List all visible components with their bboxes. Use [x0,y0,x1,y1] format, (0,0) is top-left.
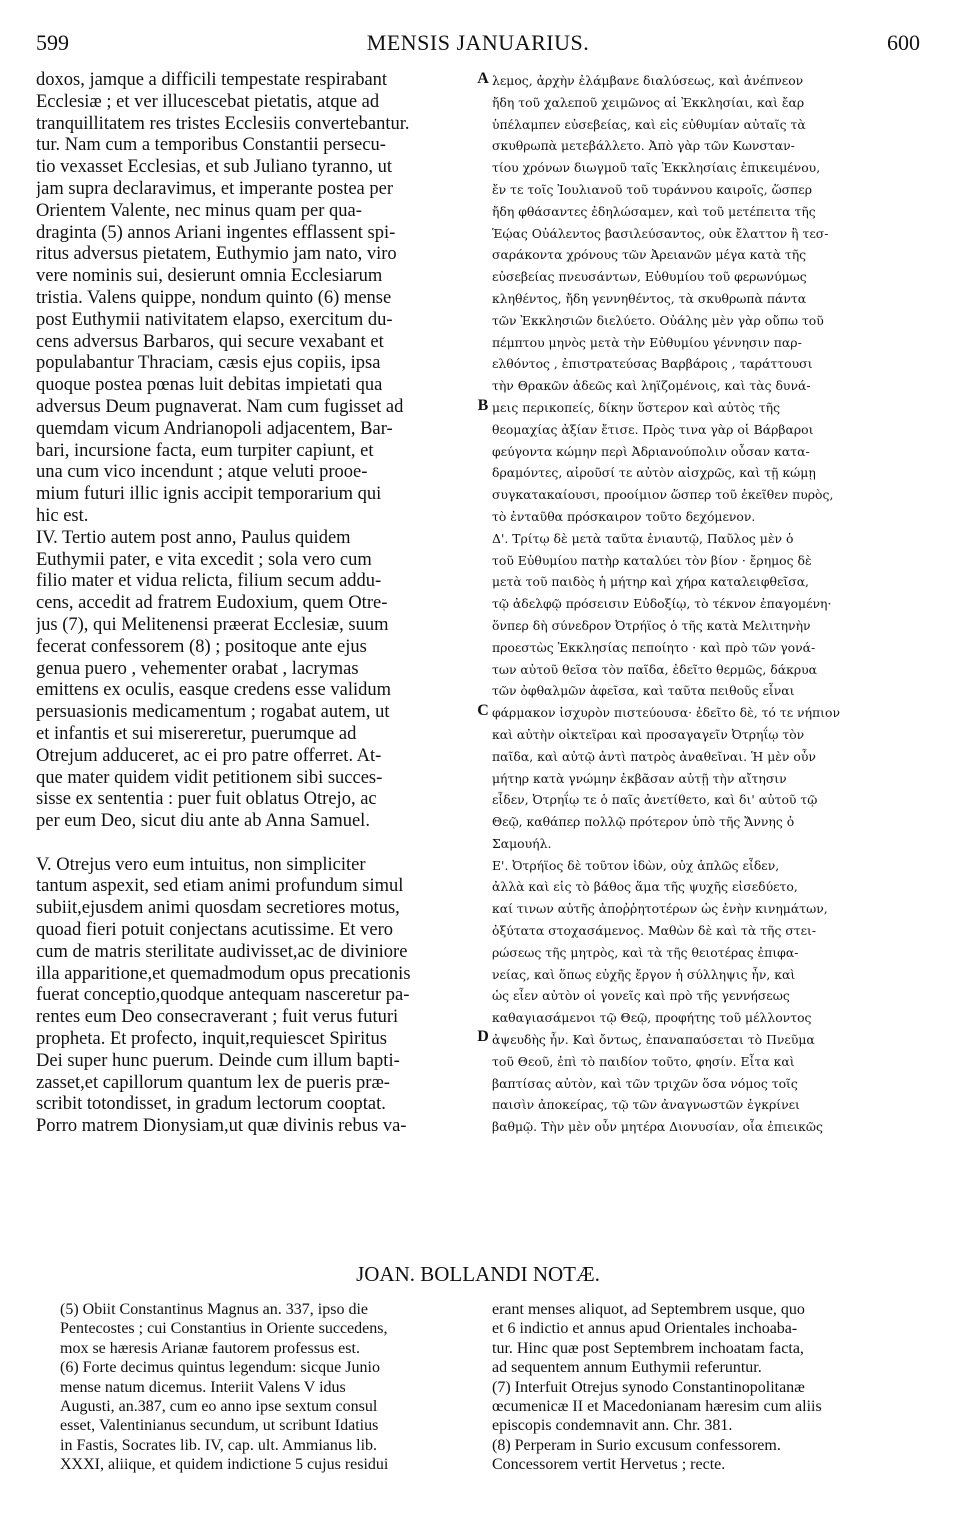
note-line: erant menses aliquot, ad Septembrem usque, quo [492,1301,805,1318]
greek-text-line: θεομαχίας ἀξίαν ἔτισε. Πρὸς τινα γὰρ οἱ Βάρβαροι [492,421,814,437]
note-line: (7) Interfuit Otrejus synodo Constantinopolitanæ [492,1378,805,1396]
greek-text-line: νείας, καὶ ὅπως εὐχῆς ἔργον ἡ σύλληψις ἦν, καὶ [492,966,796,982]
latin-text-line: IV. Tertio autem post anno, Paulus quidem [36,527,351,548]
greek-text-line: κληθέντος, ἤδη γεννηθέντος, τὰ σκυθρωπὰ πάντα [492,290,807,306]
latin-text-line: fuerat conceptio,quodque antequam nasceretur pa- [36,985,410,1006]
greek-text-line: ρώσεως τῆς μητρὸς, καὶ τὰ τῆς θειοτέρας ἐπιφα- [492,944,799,960]
latin-text-line: vere nominis sui, desierunt omnia Ecclesiarum [36,266,383,287]
greek-text-line: ὀξύτατα στοχασάμενος. Μαθὼν δὲ καὶ τὰ τῆς στει- [492,923,817,939]
greek-text-line: ἀψευδὴς ἦν. Καὶ ὄντως, ἐπαναπαύσεται τὸ Πνεῦμα [492,1032,815,1048]
greek-text-line: βαθμῷ. Τὴν μὲν οὖν μητέρα Διονυσίαν, οἷα ἐπιεικῶς [492,1119,823,1135]
note-line: et 6 indictio et annus apud Orientales inchoaba- [492,1320,798,1338]
latin-text-line: populabantur Thraciam, cæsis ejus copiis, ipsa [36,353,381,374]
note-line: tur. Hinc quæ post Septembrem inchoatam facta, [492,1339,804,1357]
note-line: in Fastis, Socrates lib. IV, cap. ult. Ammianus lib. [60,1436,378,1454]
latin-text-line: sisse ex sententia : puer fuit oblatus Otrejo, ac [36,789,377,810]
latin-text-line: tristia. Valens quippe, nondum quinto (6) mense [36,287,392,308]
greek-text-line: τὴν Θρακῶν ἀδεῶς καὶ ληϊζομένοις, καὶ τὰς δυνά- [492,378,811,394]
margin-marker-c: C [477,702,489,719]
latin-text-line: tur. Nam cum a temporibus Constantii persecu- [36,135,386,156]
latin-text-line: cens adversus Barbaros, qui secure vexabant et [36,331,384,352]
latin-text-line: et infantis et sui misereretur, puerumque ad [36,723,357,744]
greek-text-line: προεστὼς Ἐκκλησίας πεποίητο · καὶ πρὸ τῶν γονά- [492,639,816,655]
latin-text-line: subiit,ejusdem animi quosdam secretiores motus, [36,898,400,919]
latin-text-line: quemdam vicum Andrianopoli adjacentem, Bar- [36,418,393,439]
note-line: (6) Forte decimus quintus legendum: sicque Junio [60,1359,380,1377]
greek-text-line: τῶν ὀφθαλμῶν ἀφεῖσα, καὶ ταῦτα πειθοῦς εἶναι [492,683,795,699]
greek-text-line: Δ'. Τρίτῳ δὲ μετὰ ταῦτα ἐνιαυτῷ, Παῦλος μὲν ὁ [492,530,794,546]
greek-text-line: τῷ ἀδελφῷ πρόσεισιν Εὐδοξίῳ, τὸ τέκνον ἐπαγομένη· [492,596,832,612]
greek-text-line: παισὶν ἀποκείρας, τῷ τῶν ἀναγνωστῶν ἐγκρίνει [492,1097,800,1113]
note-line: œcumenicæ II et Macedonianam hæresim cum aliis [492,1397,822,1415]
latin-text-line: rentes eum Deo consecraverant ; fuit verus futuri [36,1007,399,1028]
latin-text-line: post Euthymii nativitatem elapso, exercitum du- [36,309,393,330]
latin-text-line: V. Otrejus vero eum intuitus, non simpliciter [36,854,366,875]
greek-text-line: καθαγιασάμενοι τῷ Θεῷ, προφήτης τοῦ μέλλοντος [492,1010,812,1026]
latin-text-line: tranquillitatem res tristes Ecclesiis convertebantur. [36,113,410,134]
greek-text-line: τίου χρόνων διωγμοῦ ταῖς Ἐκκλησίαις ἐπικειμένου, [492,160,821,176]
latin-text-line [36,833,474,855]
greek-text-line: βαπτίσας αὐτὸν, καὶ τῶν τριχῶν ὅσα νόμος τοῖς [492,1075,798,1091]
notes-title: JOAN. BOLLANDI NOTÆ. [356,1262,600,1286]
greek-text-line: μήτηρ κατὰ γνώμην ἐκβᾶσαν αὐτῇ τὴν αἴτησιν [492,770,787,786]
note-line: esset, Valentinianus secundum, ut scribunt Idatius [60,1417,379,1435]
latin-text-line: quoque postea pœnas luit debitas impietati qua [36,375,383,396]
greek-text-line: μεις περικοπείς, δίκην ὕστερον καὶ αὐτὸς τῆς [492,399,781,415]
greek-text-line: εἶδεν, Ὀτρηΐῳ τε ὁ παῖς ἀνετίθετο, καὶ δι' αὐτοῦ τῷ [492,792,818,808]
greek-text-line: εὐσεβείας πνευσάντων, Εὐθυμίου τοῦ φερωνύμως [492,269,807,285]
notes-left-column [60,1300,474,1475]
greek-text-line: πέμπτου μηνὸς μετὰ τὴν Εὐθυμίου γέννησιν παρ- [492,334,802,350]
latin-text-line: scribit totondisset, in gradum lectorum cooptat. [36,1094,386,1115]
greek-text-line: Ἑῴας Οὐάλεντος βασιλεύσαντος, οὐκ ἔλαττον ἢ τεσ- [492,225,829,241]
greek-text-line: τὸ ἐνταῦθα πρόσκαιρον τοῦτο δεχόμενον. [492,508,756,524]
latin-text-line: cum de matris sterilitate audivisset,ac de diviniore [36,941,408,962]
latin-text-line: hic est. [36,505,89,526]
margin-marker-a: A [477,70,489,87]
latin-text-line: mium futuri illic ignis accipit temporarium qui [36,484,382,505]
note-line: Pentecostes ; cui Constantius in Oriente succedens, [60,1320,388,1338]
latin-text-line: filio mater et vidua relicta, filium secum addu- [36,571,382,592]
greek-text-line: ὑπέλαμπεν εὐσεβείας, καὶ εἰς εὐθυμίαν αὐταῖς τὰ [492,116,806,132]
note-line: episcopis condemnavit ann. Chr. 381. [492,1417,733,1435]
note-line: (8) Perperam in Surio excusum confessorem. [492,1436,781,1454]
latin-text-line: fecerat confessorem (8) ; positoque ante ejus [36,636,367,657]
greek-text-line: ὅνπερ δὴ σύνεδρον Ὀτρήϊος ὁ τῆς κατὰ Μελιτηνὴν [492,617,811,633]
latin-text-line: quoad fieri potuit conjectans acutissime. Et vero [36,920,394,941]
page-header [36,30,920,60]
note-line: mense natum dicemus. Interiit Valens V idus [60,1378,346,1396]
greek-text-line: ἤδη φθάσαντες ἐδηλώσαμεν, καὶ τοῦ μετέπειτα τῆς [492,203,816,219]
latin-text-line: emittens ex oculis, easque credens esse validum [36,680,391,701]
latin-text-line: illa apparitione,et quemadmodum opus precationis [36,963,411,984]
latin-text-line: Porro matrem Dionysiam,ut quæ divinis rebus va- [36,1116,407,1137]
latin-text-line: ritus adversus pietatem, Euthymio jam nato, viro [36,244,397,265]
latin-text-line: tio vexasset Ecclesias, et sub Juliano tyranno, ut [36,157,393,178]
greek-text-line: Θεῷ, καθάπερ πολλῷ πρότερον ὑπὸ τῆς Ἄννης ὁ [492,814,795,830]
latin-text-line: per eum Deo, sicut diu ante ab Anna Samuel. [36,811,370,832]
greek-text-line: παῖδα, καὶ αὐτῷ ἀντὶ πατρὸς ἀναθεῖναι. Ἡ μὲν οὖν [492,748,816,764]
greek-text-line: τοῦ Θεοῦ, ἐπὶ τὸ παιδίον τοῦτο, φησίν. Εἶτα καὶ [492,1053,795,1069]
latin-text-line: persuasionis medicamentum ; rogabat autem, ut [36,702,390,723]
page-number-left: 599 [36,30,69,55]
latin-text-line: Orientem Valente, nec minus quam per qua- [36,200,362,221]
greek-text-line: σαράκοντα χρόνους τῶν Ἀρειανῶν μέγα κατὰ τῆς [492,247,807,263]
note-line: mox se hæresis Arianæ fautorem professus est. [60,1339,360,1357]
latin-text-line: doxos, jamque a difficili tempestate respirabant [36,70,388,90]
greek-text-line: μετὰ τοῦ παιδὸς ἡ μήτηρ καὶ χήρα καταλειφθεῖσα, [492,574,809,590]
latin-text-line: tantum aspexit, sed etiam animi profundum simul [36,876,404,897]
latin-text-line: genua puero , vehementer orabat , lacrymas [36,658,359,679]
latin-text-line: bari, incursione facta, eum turpiter capiunt, et [36,440,374,461]
latin-text-line: zasset,et capillorum quantum lex de pueris præ- [36,1072,390,1093]
margin-marker-d: D [477,1028,489,1045]
greek-text-line: ἀλλὰ καὶ εἰς τὸ βάθος ἅμα τῆς ψυχῆς εἰσεδύετο, [492,879,798,895]
greek-text-line: δραμόντες, αἱροῦσί τε αὐτὸν αἰσχρῶς, καὶ τῇ κώμῃ [492,465,816,481]
greek-text-line: λεμος, ἀρχὴν ἐλάμβανε διαλύσεως, καὶ ἀνέπνεον [492,73,804,88]
latin-text-line: draginta (5) annos Ariani ingentes efflassent spi- [36,222,396,243]
greek-text-line: συγκατακαίουσι, προοίμιον ὥσπερ τοῦ ἐκεῖθεν πυρὸς, [492,487,834,503]
greek-text-line: φεύγοντα κώμην περὶ Ἀδριανούπολιν οὖσαν κατα- [492,443,810,459]
greek-text-line: ὡς εἶεν αὐτὸν οἱ γονεῖς καὶ πρὸ τῆς γεννήσεως [492,988,790,1004]
running-title: MENSIS JANUARIUS. [366,30,590,55]
note-line: ad sequentem annum Euthymii referuntur. [492,1359,762,1377]
greek-text-line: ἤδη τοῦ χαλεποῦ χειμῶνος αἱ Ἐκκλησίαι, καὶ ἔαρ [492,94,805,110]
greek-text-line: τῶν Ἐκκλησιῶν διελύετο. Οὐάλης μὲν γὰρ οὔπω τοῦ [492,312,824,328]
greek-text-line: καί τινων αὐτῆς ἀποῤῥητοτέρων ὡς ἐνὴν κινημάτων, [492,901,828,917]
greek-text-line: ἔν τε τοῖς Ἰουλιανοῦ τοῦ τυράννου καιροῖς, ὥσπερ [492,181,812,197]
greek-text-line: τοῦ Εὐθυμίου πατὴρ καταλύει τὸν βίον · ἔρημος δὲ [492,552,812,568]
latin-text-line: una cum vico incendunt ; atque veluti prooe- [36,462,368,483]
latin-text-line: Dei super hunc puerum. Deinde cum illum bapti- [36,1050,400,1071]
latin-text-line: Euthymii pater, e vita excedit ; sola vero cum [36,549,372,570]
greek-text-line: των αὐτοῦ θεῖσα τὸν παῖδα, ἐδεῖτο θερμῶς, δάκρυα [492,661,818,677]
greek-text-line: φάρμακον ἰσχυρὸν πιστεύουσα· ἐδεῖτο δὲ, τό τε νήπιον [492,705,840,721]
latin-text-line: Ecclesiæ ; et ver illucescebat pietatis, atque ad [36,91,380,112]
greek-text-line: σκυθρωπὰ μετεβάλλετο. Ἀπὸ γὰρ τῶν Κωνσταν- [492,138,795,154]
latin-text-line: adversus Deum pugnaverat. Nam cum fugisset ad [36,396,404,417]
latin-text-line: jam supra declaravimus, et imperante postea per [36,178,394,199]
latin-text-line: cens, accedit ad fratrem Eudoxium, quem Otre- [36,593,388,614]
latin-text-line: jus (7), qui Melitenensi præerat Ecclesiæ, suum [36,614,389,635]
margin-marker-b: B [477,397,489,414]
greek-text-line: Σαμουήλ. [492,835,552,851]
note-line: Concessorem vertit Hervetus ; recte. [492,1456,726,1474]
greek-column [492,70,920,1138]
note-line: Augusti, an.387, cum eo anno ipse sextum consul [60,1397,378,1415]
greek-text-line: Ε'. Ὀτρήϊος δὲ τοῦτον ἰδὼν, οὐχ ἁπλῶς εἶδεν, [492,857,780,873]
greek-text-line: ελθόντος , ἐπιστρατεύσας Βαρβάροις , ταράττουσι [492,356,813,372]
latin-text-line: Otrejum adduceret, ac ei pro patre offerret. At- [36,745,382,766]
note-line: XXXI, aliique, et quidem indictione 5 cujus residui [60,1456,389,1474]
latin-text-line: que mater quidem vidit petitionem sibi succes- [36,767,383,788]
latin-column [36,70,474,1138]
greek-text-line: καὶ αὐτὴν οἰκτεῖραι καὶ προσαγαγεῖν Ὀτρηΐῳ τὸν [492,726,805,742]
page-number-right: 600 [887,30,920,55]
notes-right-column [492,1300,920,1475]
note-line: (5) Obiit Constantinus Magnus an. 337, ipso die [60,1301,368,1318]
latin-text-line: propheta. Et profecto, inquit,requiescet Spiritus [36,1029,387,1050]
